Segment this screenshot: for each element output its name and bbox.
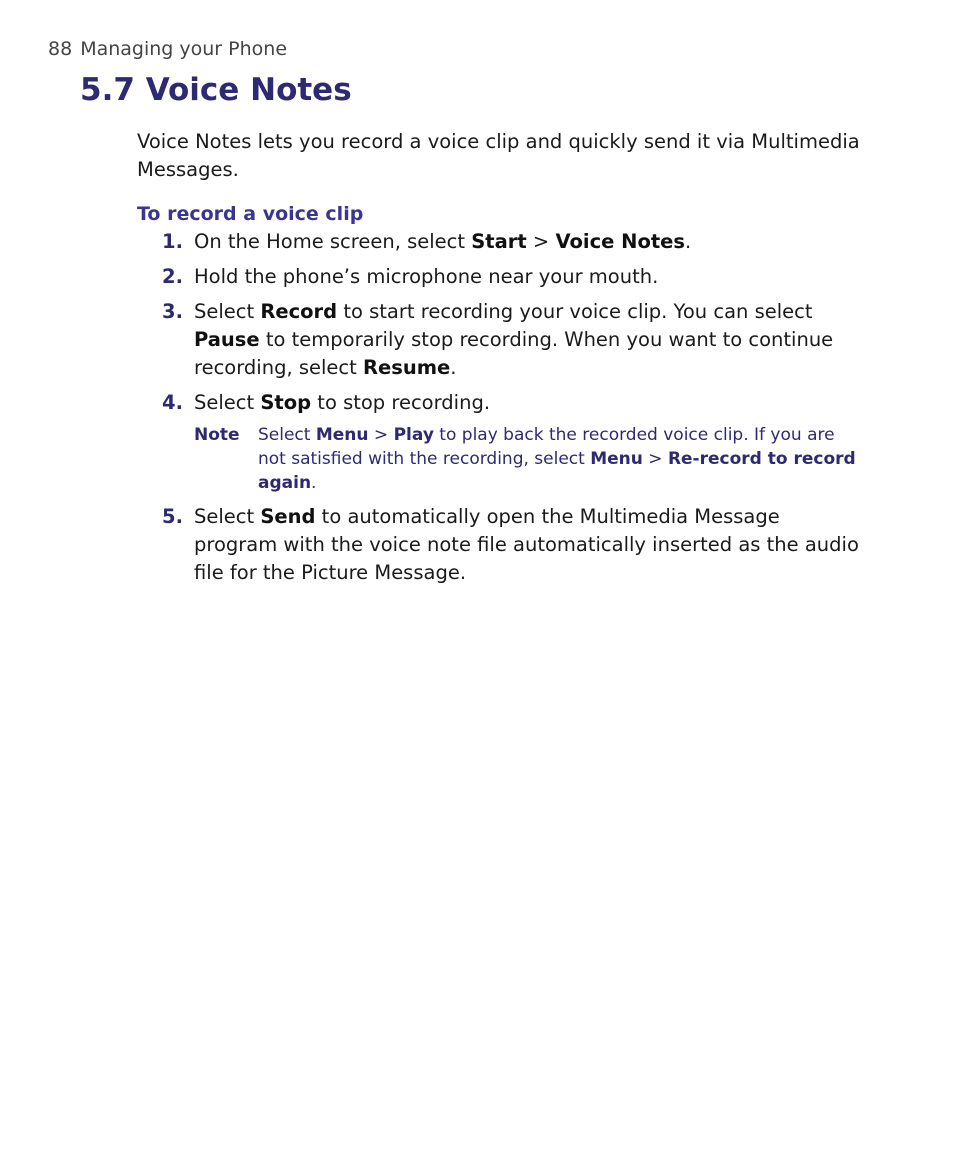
procedure-steps-continued	[137, 503, 867, 587]
step-text: Select	[194, 391, 261, 414]
step-number: 1.	[162, 230, 183, 253]
page-number: 88	[48, 38, 73, 60]
intro-paragraph: Voice Notes lets you record a voice clip and quickly send it via Multimedia Messages.	[137, 130, 860, 181]
step-1	[137, 228, 867, 256]
ui-term-re-record: Re-record to record again	[258, 449, 856, 493]
procedure-heading: To record a voice clip	[137, 203, 364, 225]
step-number: 2.	[162, 265, 183, 288]
note-text: to play back the recorded voice clip. If you are not satisfied with the recording, select	[258, 425, 835, 469]
ui-term-record: Record	[260, 300, 338, 323]
step-text: to automatically open the Multimedia Message program with the voice note file automatically inserted as the audio file for the Picture Message.	[194, 505, 859, 584]
step-text: to temporarily stop recording. When you want to continue recording, select	[194, 328, 834, 379]
step-text: Hold the phone’s microphone near your mouth.	[194, 265, 659, 288]
ui-term-send: Send	[260, 505, 316, 528]
ui-term-resume: Resume	[362, 356, 451, 379]
chapter-title: Managing your Phone	[80, 38, 288, 60]
step-4	[137, 389, 867, 417]
ui-term-voice-notes: Voice Notes	[555, 230, 686, 253]
note-box	[194, 423, 867, 495]
note-text: .	[311, 473, 317, 493]
procedure-steps	[137, 228, 867, 417]
step-text: On the Home screen, select	[194, 230, 472, 253]
note-text: >	[368, 425, 394, 445]
ui-term-play: Play	[393, 425, 434, 445]
note-text: Select	[258, 425, 316, 445]
step-text: >	[526, 230, 556, 253]
ui-term-stop: Stop	[260, 391, 312, 414]
step-text: Select	[194, 505, 261, 528]
step-2	[137, 263, 867, 291]
ui-term-start: Start	[471, 230, 527, 253]
step-text: to stop recording.	[311, 391, 491, 414]
step-number: 5.	[162, 505, 183, 528]
section-content	[137, 128, 867, 587]
step-5	[137, 503, 867, 587]
step-text: to start recording your voice clip. You can select	[337, 300, 813, 323]
note-text: >	[642, 449, 668, 469]
ui-term-pause: Pause	[194, 328, 260, 351]
note-label: Note	[194, 425, 240, 445]
step-text: Select	[194, 300, 261, 323]
step-number: 3.	[162, 300, 183, 323]
running-header	[48, 38, 287, 60]
step-3	[137, 298, 867, 382]
step-text: .	[450, 356, 457, 379]
ui-term-menu: Menu	[590, 449, 643, 469]
section-title: 5.7 Voice Notes	[80, 72, 352, 108]
ui-term-menu: Menu	[315, 425, 369, 445]
step-number: 4.	[162, 391, 183, 414]
step-text: .	[685, 230, 692, 253]
